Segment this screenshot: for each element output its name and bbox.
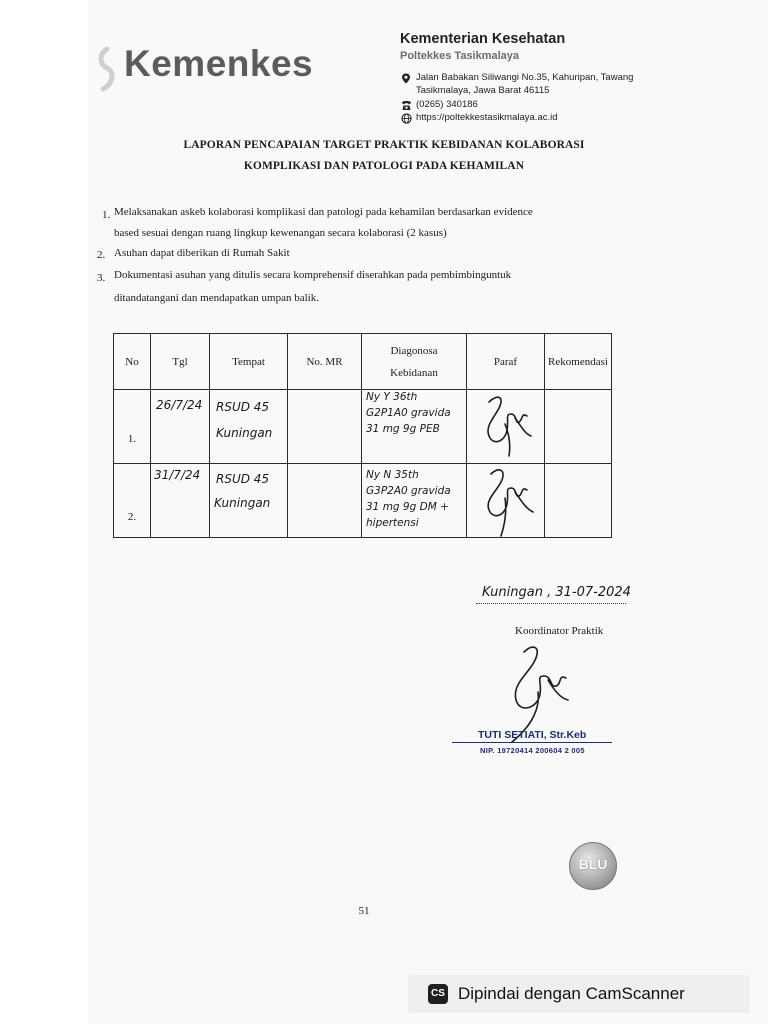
initials-signature	[475, 390, 539, 463]
signature-underline	[452, 742, 612, 743]
phone-number: (0265) 340186	[416, 99, 478, 110]
row-diagnosa	[362, 464, 467, 538]
handwritten-date: 26/7/24	[156, 398, 203, 412]
header-no-mr: No. MR	[288, 334, 362, 390]
globe-icon	[401, 113, 412, 124]
row-tempat	[210, 390, 288, 464]
row-no-text: 2.	[127, 511, 137, 523]
row-no-mr	[288, 390, 362, 464]
logo-text: Kemenkes	[124, 43, 314, 84]
handwritten-place-line-1: RSUD 45	[216, 472, 270, 486]
row-rekomendasi	[545, 390, 612, 464]
handwritten-diagnosis-line-2: G2P1A0 gravida	[366, 407, 451, 419]
header-paraf: Paraf	[467, 334, 545, 390]
row-tgl	[151, 390, 210, 464]
instruction-3-line-1: Dokumentasi asuhan yang ditulis secara komprehensif diserahkan pada pembimbinguntuk	[114, 269, 512, 281]
sub-institution-name: Poltekkes Tasikmalaya	[400, 50, 520, 62]
phone-icon	[401, 100, 412, 111]
row-paraf	[467, 464, 545, 538]
handwritten-place-line-2: Kuningan	[216, 426, 273, 440]
camscanner-logo-icon: CS	[428, 984, 448, 1004]
website-row	[401, 112, 558, 123]
report-title-line-1: LAPORAN PENCAPAIAN TARGET PRAKTIK KEBIDANAN KOLABORASI	[183, 139, 585, 151]
row-no	[114, 390, 151, 464]
row-tgl	[151, 464, 210, 538]
handwritten-place-date: Kuningan , 31-07-2024	[482, 585, 631, 600]
phone-row	[401, 99, 478, 110]
header-rekomendasi: Rekomendasi	[545, 334, 612, 390]
blu-badge	[569, 842, 617, 890]
instruction-2-line-1: Asuhan dapat diberikan di Rumah Sakit	[114, 247, 290, 259]
instruction-number: 2.	[97, 249, 106, 261]
instruction-number: 1.	[102, 209, 111, 221]
camscanner-badge	[408, 975, 750, 1013]
instruction-1-line-1: Melaksanakan askeb kolaborasi komplikasi dan patologi pada kehamilan berdasarkan evidence	[114, 206, 533, 218]
coordinator-nip: NIP. 19720414 200604 2 005	[480, 746, 585, 755]
blu-badge-text: BLU	[578, 856, 608, 872]
table-row	[114, 390, 612, 464]
practice-log-table	[113, 333, 612, 538]
address-line-1: Jalan Babakan Siliwangi No.35, Kahuripan, Tawang	[416, 72, 634, 83]
header-diagnosa-line-2: Kebidanan	[390, 366, 438, 379]
row-rekomendasi	[545, 464, 612, 538]
institution-name: Kementerian Kesehatan	[400, 31, 566, 47]
row-diagnosa	[362, 390, 467, 464]
location-pin-icon	[401, 73, 411, 84]
kemenkes-logo-icon	[93, 46, 119, 92]
row-no-text: 1.	[127, 433, 137, 445]
coordinator-role: Koordinator Praktik	[515, 625, 604, 637]
instruction-3-line-2: ditandatangani dan mendapatkan umpan balik.	[114, 292, 319, 304]
report-title-line-2: KOMPLIKASI DAN PATOLOGI PADA KEHAMILAN	[243, 160, 525, 172]
handwritten-diagnosis-line-3: 31 mg 9g PEB	[366, 423, 440, 435]
instruction-1-line-2: based sesuai dengan ruang lingkup kewenangan secara kolaborasi (2 kasus)	[114, 227, 447, 239]
website-link[interactable]: https://poltekkestasikmalaya.ac.id	[416, 112, 558, 123]
row-no-mr	[288, 464, 362, 538]
table-header-row	[114, 334, 612, 390]
handwritten-diagnosis-line-3: 31 mg 9g DM +	[366, 501, 449, 513]
instruction-number: 3.	[97, 272, 106, 284]
header-tempat: Tempat	[210, 334, 288, 390]
handwritten-diagnosis-line-2: G3P2A0 gravida	[366, 485, 451, 497]
handwritten-diagnosis-line-1: Ny Y 36th	[366, 391, 418, 403]
row-paraf	[467, 390, 545, 464]
row-tempat	[210, 464, 288, 538]
header-diagnosa	[362, 334, 467, 390]
page-number: 51	[358, 905, 370, 917]
address-line-2: Tasikmalaya, Jawa Barat 46115	[416, 85, 550, 96]
handwritten-diagnosis-line-1: Ny N 35th	[366, 469, 419, 481]
table-row	[114, 464, 612, 538]
handwritten-place-line-1: RSUD 45	[216, 400, 270, 414]
header-no: No	[114, 334, 151, 390]
handwritten-place-line-2: Kuningan	[214, 496, 271, 510]
handwritten-diagnosis-line-4: hipertensi	[366, 517, 419, 529]
coordinator-name: TUTI SETIATI, Str.Keb	[478, 729, 587, 741]
place-date-dotted-line	[476, 603, 626, 604]
header-tgl: Tgl	[151, 334, 210, 390]
row-no	[114, 464, 151, 538]
handwritten-date: 31/7/24	[154, 468, 201, 482]
header-diagnosa-line-1: Diagonosa	[390, 344, 438, 357]
initials-signature	[475, 464, 539, 537]
camscanner-text: Dipindai dengan CamScanner	[458, 984, 685, 1003]
address-block	[401, 72, 633, 96]
